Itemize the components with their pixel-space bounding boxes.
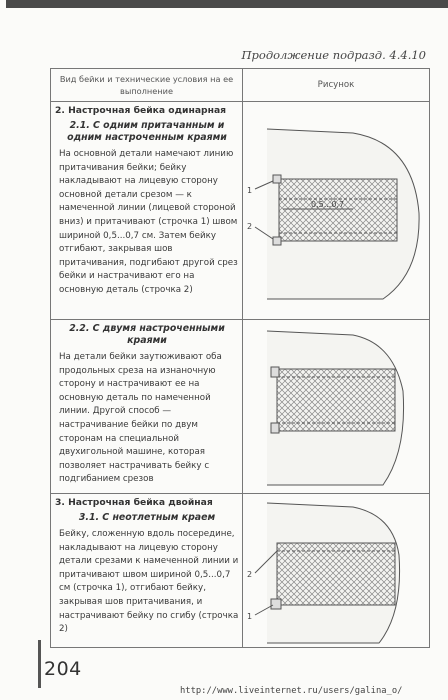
table-row: [55, 105, 239, 298]
header-left-cell: Вид бейки и технические условия на ее выполнение: [59, 74, 234, 96]
fold-edge: [273, 175, 281, 183]
header-right-cell: Рисунок: [317, 80, 355, 90]
subsection-title: 3.1. С неотлетным краем: [78, 512, 216, 523]
subsection-title: 2.1. С одним притачанным и одним настроченным краями: [67, 120, 227, 143]
subsection-title: 2.2. С двумя настроченными краями: [69, 323, 225, 346]
page-number-bar: [38, 640, 41, 688]
continuation-title: Продолжение подразд. 4.4.10: [241, 48, 426, 62]
figure-label-2: 2: [247, 570, 253, 579]
description-text: Бейку, сложенную вдоль посередине, накладывают на лицевую сторону детали срезами к намеченной линии и притачивают швом шириной 0,5...0,7 см (строчка 1), отгибают бейку, закрывая шов притачивания, и настрачивают бейку по сгибу (строчка 2): [59, 529, 239, 635]
figure-label-1: 1: [247, 186, 253, 195]
figure-label-2: 2: [247, 222, 253, 231]
description-text: На детали бейки заутюживают оба продольных среза на изнаночную сторону и настрачивают ее на основную деталь по намеченной линии. Другой способ — настрачивание бейки по двум сторонам на специальной двухигольной машине, которая позволяет настрачивать бейку с подгибанием срезов: [59, 352, 222, 485]
figure-double-binding: [243, 495, 429, 647]
section-title: 3. Настрочная бейка двойная: [55, 497, 213, 508]
figure-double-stitched-binding: [243, 321, 429, 493]
fold-edge: [271, 599, 281, 609]
dimension-label: 0,5...0,7: [311, 200, 345, 209]
binding-strip: [277, 543, 395, 605]
page-number: 204: [44, 658, 82, 680]
description-text: На основной детали намечают линию притачивания бейки; бейку накладывают на лицевую сторону основной детали срезом — к намеченной линии (лицевой стороной вниз) и притачивают (строчка 1) швом шириной 0,5...0,7 см. Затем бейку отгибают, закрывая шов притачивания, подгибают другой срез бейки и настрачивают его на основную деталь (строчка 2): [59, 149, 238, 295]
binding-strip: [277, 369, 395, 431]
fold-edge: [271, 423, 279, 433]
top-edge-bar: [6, 0, 448, 8]
section-title: 2. Настрочная бейка одинарная: [55, 105, 227, 116]
table: [50, 68, 430, 648]
watermark-url: http://www.liveinternet.ru/users/galina_o/: [180, 686, 403, 696]
table-row: [55, 497, 239, 637]
figure-label-1: 1: [247, 612, 253, 621]
figure-single-binding-one-stitched: [243, 103, 429, 319]
table-row: [55, 323, 239, 487]
table-header: [51, 69, 429, 102]
fold-edge: [271, 367, 279, 377]
row-divider: [51, 493, 429, 494]
fold-edge: [273, 237, 281, 245]
row-divider: [51, 319, 429, 320]
binding-strip: [279, 179, 397, 241]
